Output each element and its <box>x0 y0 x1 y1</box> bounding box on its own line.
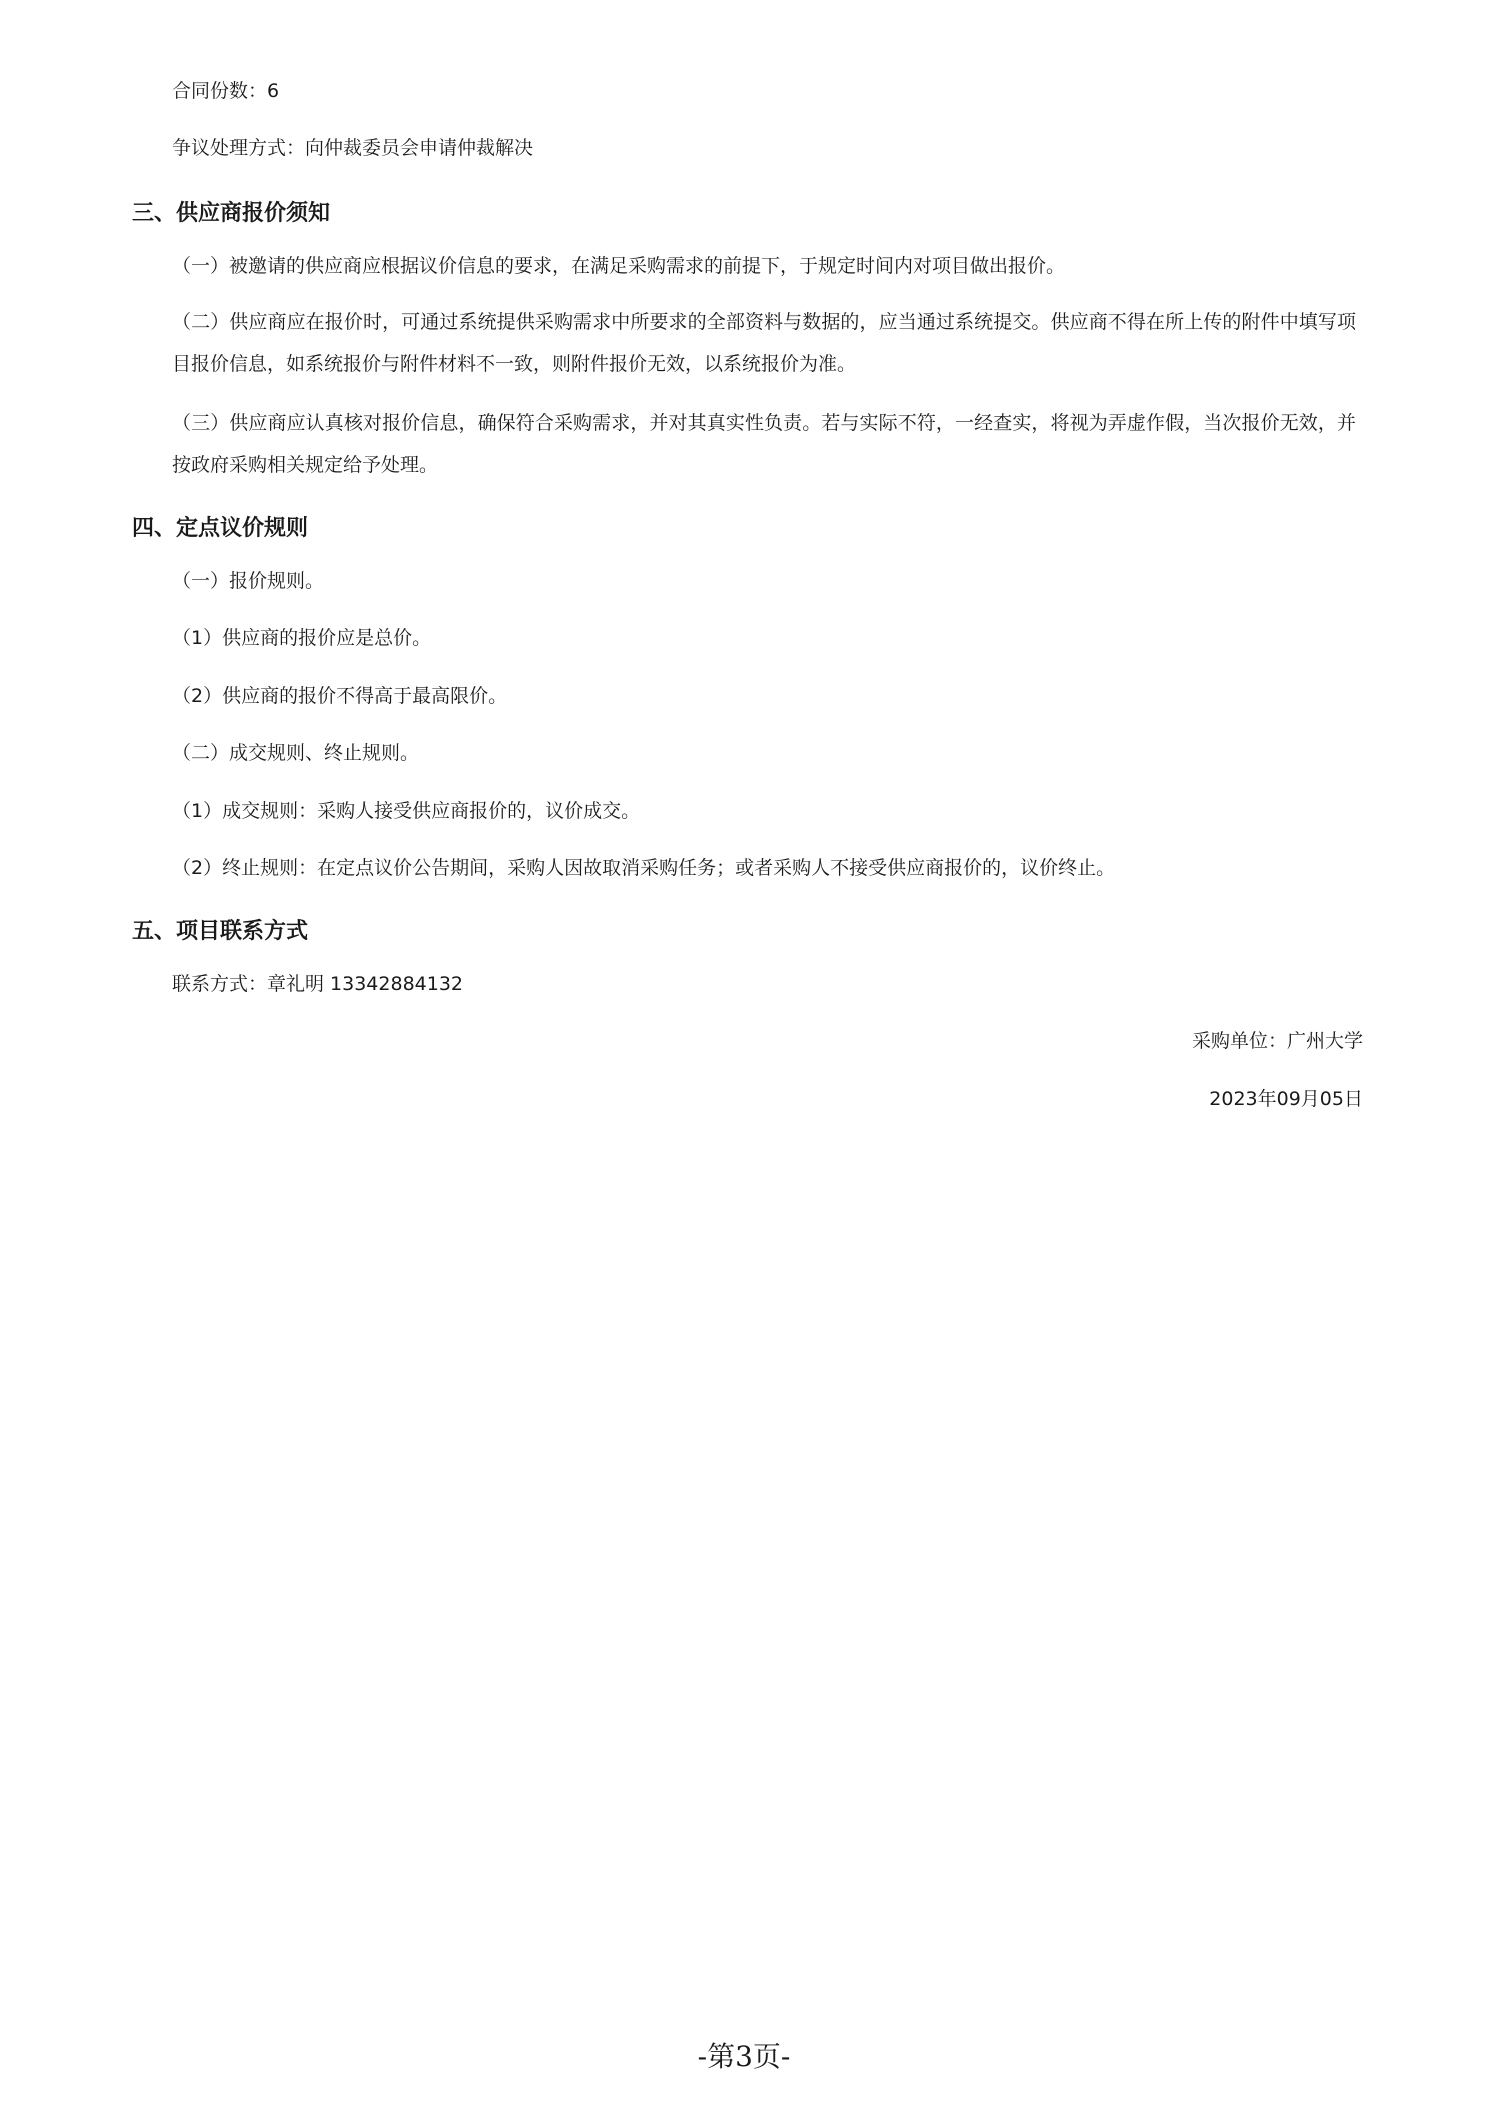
section-4-line-4: （二）成交规则、终止规则。 <box>172 742 420 764</box>
contract-copies: 合同份数：6 <box>172 80 280 102</box>
section-4-line-1: （一）报价规则。 <box>172 570 325 592</box>
signature-date: 2023年09月05日 <box>1209 1088 1363 1110</box>
dispute-resolution: 争议处理方式：向仲裁委员会申请仲裁解决 <box>172 137 534 159</box>
section-3-para-3: （三）供应商应认真核对报价信息，确保符合采购需求，并对其真实性负责。若与实际不符，一经查实，将视为弄虚作假，当次报价无效，并按政府采购相关规定给予处理。 <box>172 412 1356 476</box>
section-4-line-2: （1）供应商的报价应是总价。 <box>172 627 432 649</box>
section-3-para-2: （二）供应商应在报价时，可通过系统提供采购需求中所要求的全部资料与数据的，应当通过系统提交。供应商不得在所上传的附件中填写项目报价信息，如系统报价与附件材料不一致，则附件报价无效，以系统报价为准。 <box>172 311 1356 375</box>
page-number: -第3页- <box>697 2040 791 2073</box>
section-3-heading: 三、供应商报价须知 <box>132 201 331 226</box>
section-4-line-6: （2）终止规则：在定点议价公告期间，采购人因故取消采购任务；或者采购人不接受供应商报价的，议价终止。 <box>172 857 1116 879</box>
contact-info: 联系方式：章礼明 13342884132 <box>172 973 464 995</box>
section-3-para-1: （一）被邀请的供应商应根据议价信息的要求，在满足采购需求的前提下，于规定时间内对项目做出报价。 <box>172 255 1066 277</box>
purchasing-unit: 采购单位：广州大学 <box>1191 1030 1363 1052</box>
section-4-heading: 四、定点议价规则 <box>132 516 309 541</box>
section-4-line-3: （2）供应商的报价不得高于最高限价。 <box>172 685 508 707</box>
section-5-heading: 五、项目联系方式 <box>132 919 309 944</box>
section-4-line-5: （1）成交规则：采购人接受供应商报价的，议价成交。 <box>172 800 641 822</box>
